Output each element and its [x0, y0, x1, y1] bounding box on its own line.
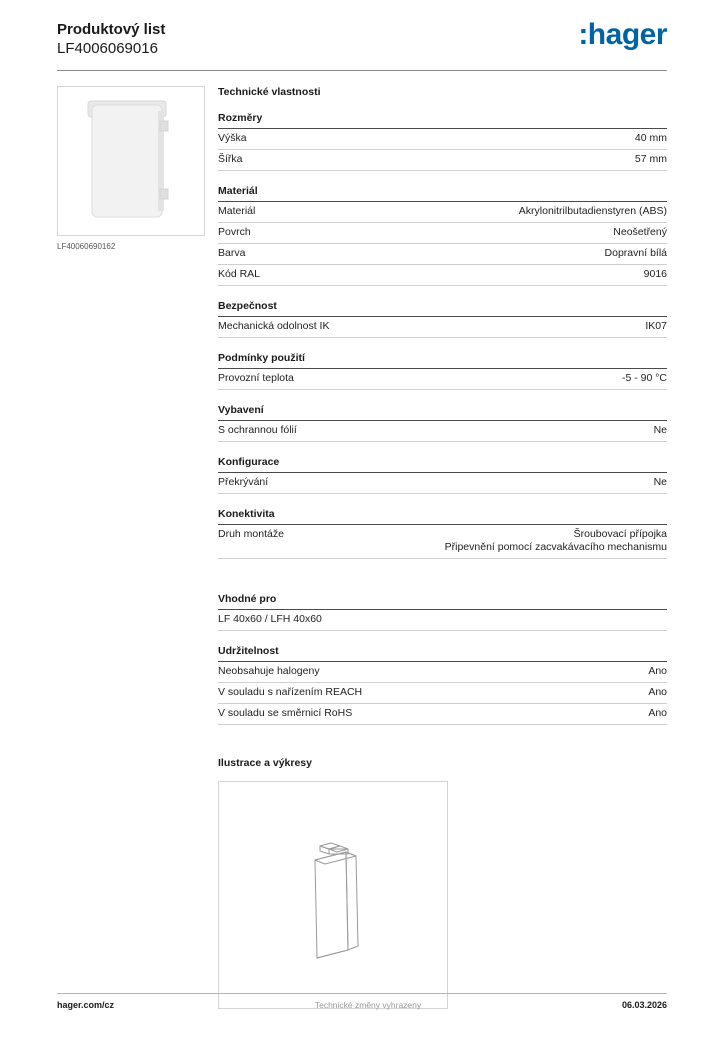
- spec-row: [218, 610, 667, 631]
- spec-row: [218, 223, 667, 244]
- spec-value-line: Šroubovací přípojka: [573, 528, 667, 540]
- spec-label: S ochrannou fólií: [218, 424, 297, 436]
- footer-site-link[interactable]: hager.com/cz: [57, 1000, 115, 1010]
- spec-row: [218, 662, 667, 683]
- spec-value: Ne: [653, 424, 667, 436]
- spec-section-vhodne-pro: [218, 593, 667, 631]
- product-image-column: [57, 86, 205, 1049]
- spec-value: 57 mm: [634, 153, 667, 165]
- main-content: [57, 86, 667, 1049]
- spec-value: IK07: [645, 320, 667, 332]
- spec-section-rozmery: [218, 112, 667, 171]
- spec-label: V souladu se směrnicí RoHS: [218, 707, 353, 719]
- spec-row: [218, 129, 667, 150]
- spec-label: Povrch: [218, 226, 251, 238]
- spec-label: Provozní teplota: [218, 372, 294, 384]
- spec-label: LF 40x60 / LFH 40x60: [218, 613, 322, 625]
- spec-label: Kód RAL: [218, 268, 261, 280]
- spec-row: [218, 150, 667, 171]
- spec-row: [218, 421, 667, 442]
- spec-section-konfigurace: [218, 456, 667, 494]
- section-title: Konektivita: [218, 508, 667, 525]
- spec-row: [218, 369, 667, 390]
- section-title: Rozměry: [218, 112, 667, 129]
- spec-value: 9016: [643, 268, 667, 280]
- footer-notice: Technické změny vyhrazeny: [314, 1000, 422, 1010]
- hager-logo: :hager: [578, 18, 667, 51]
- product-id: LF4006069016: [57, 40, 158, 57]
- spec-label: Materiál: [218, 205, 256, 217]
- spec-label: Překrývání: [218, 476, 269, 488]
- spec-value: Neošetřený: [613, 226, 667, 238]
- spec-label: Druh montáže: [218, 528, 284, 540]
- spec-section-material: [218, 185, 667, 286]
- page-title: Produktový list: [57, 21, 166, 38]
- spec-label: Barva: [218, 247, 246, 259]
- spec-value: Akrylonitrilbutadienstyren (ABS): [518, 205, 667, 217]
- spec-row: [218, 525, 667, 559]
- spec-label: Výška: [218, 132, 247, 144]
- spec-section-bezpecnost: [218, 300, 667, 338]
- spec-value: -5 - 90 °C: [621, 372, 667, 384]
- spec-label: Neobsahuje halogeny: [218, 665, 320, 677]
- specs-column: [218, 86, 667, 1049]
- product-photo-caption: LF40060690162: [57, 242, 116, 251]
- spec-value: Ano: [648, 686, 667, 698]
- product-photo-graphic: [58, 87, 204, 235]
- spec-row: [218, 265, 667, 286]
- spec-section-konektivita: [218, 508, 667, 559]
- section-title: Vhodné pro: [218, 593, 667, 610]
- spec-value: Ano: [648, 665, 667, 677]
- spec-label: Šířka: [218, 153, 243, 165]
- spec-row: [218, 704, 667, 725]
- spec-value: [445, 528, 667, 554]
- section-title: Vybavení: [218, 404, 667, 421]
- header-titles: [57, 20, 165, 58]
- spec-section-podminky: [218, 352, 667, 390]
- specs-heading: Technické vlastnosti: [218, 86, 321, 98]
- spec-value: Ano: [648, 707, 667, 719]
- spec-row: [218, 317, 667, 338]
- spec-label: Mechanická odolnost IK: [218, 320, 330, 332]
- illustration-heading: Ilustrace a výkresy: [218, 757, 312, 769]
- section-title: Materiál: [218, 185, 667, 202]
- header: [57, 20, 667, 71]
- spec-section-udrzitelnost: [218, 645, 667, 725]
- section-title: Bezpečnost: [218, 300, 667, 317]
- footer-date: 06.03.2026: [621, 1000, 667, 1010]
- spec-label: V souladu s nařízením REACH: [218, 686, 363, 698]
- spec-value: Ne: [653, 476, 667, 488]
- spec-row: [218, 683, 667, 704]
- spec-row: [218, 473, 667, 494]
- section-title: Podmínky použití: [218, 352, 667, 369]
- section-title: Konfigurace: [218, 456, 667, 473]
- spec-section-vybaveni: [218, 404, 667, 442]
- section-title: Udržitelnost: [218, 645, 667, 662]
- product-photo: [57, 86, 205, 236]
- line-drawing: [219, 782, 447, 1008]
- illustration-drawing: [218, 781, 448, 1009]
- footer: [57, 993, 667, 1010]
- spec-row: [218, 244, 667, 265]
- spec-value-line: Připevnění pomocí zacvakávacího mechanismu: [444, 541, 667, 553]
- spec-value: Dopravní bílá: [604, 247, 667, 259]
- spec-value: 40 mm: [634, 132, 667, 144]
- spec-row: [218, 202, 667, 223]
